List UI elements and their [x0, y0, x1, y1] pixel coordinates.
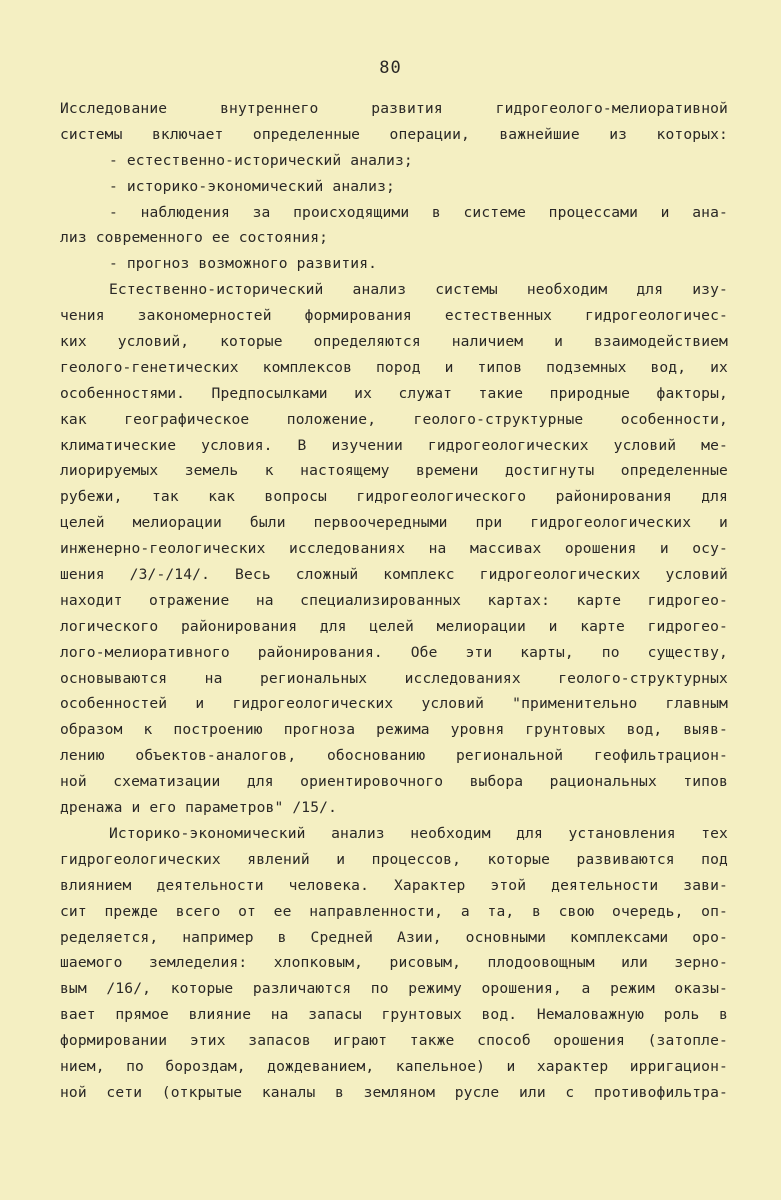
paragraph-start: Историко-экономический анализ необходим для установления тех	[109, 824, 728, 842]
text-line: логического районирования для целей мелиорации и карте гидрогео-	[60, 617, 728, 635]
text-line: вым /16/, которые различаются по режиму орошения, а режим оказы-	[60, 980, 728, 998]
page-number: 80	[379, 58, 402, 78]
paragraph-start: Естественно-исторический анализ системы необходим для изу-	[109, 281, 728, 299]
text-line: ких условий, которые определяются наличием и взаимодействием	[60, 333, 728, 351]
body-text	[60, 96, 728, 1106]
text-line: целей мелиорации были первоочередными при гидрогеологических и	[60, 514, 728, 532]
text-line: Исследование внутреннего развития гидрогеолого-мелиоративной	[60, 100, 728, 117]
text-line: образом к построению прогноза режима уровня грунтовых вод, выяв-	[60, 721, 728, 739]
text-line: чения закономерностей формирования естественных гидрогеологичес-	[60, 307, 728, 325]
text-line: шаемого земледелия: хлопковым, рисовым, плодоовощным или зерно-	[60, 954, 728, 972]
text-line: особенностей и гидрогеологических условий "применительно главным	[60, 695, 728, 713]
list-item: - прогноз возможного развития.	[109, 255, 378, 273]
text-line: лению объектов-аналогов, обоснованию региональной геофильтрацион-	[60, 747, 728, 765]
text-line: ной схематизации для ориентировочного выбора рациональных типов	[60, 773, 728, 791]
text-line: нием, по бороздам, дождеванием, капельное) и характер ирригацион-	[60, 1057, 728, 1075]
list-item: - естественно-исторический анализ;	[109, 151, 413, 169]
text-line: климатические условия. В изучении гидрогеологических условий ме-	[60, 436, 728, 454]
text-line: основываются на региональных исследованиях геолого-структурных	[60, 669, 728, 687]
text-line: как географическое положение, геолого-структурные особенности,	[60, 410, 728, 428]
text-line: влиянием деятельности человека. Характер этой деятельности зави-	[60, 876, 728, 894]
text-line: находит отражение на специализированных картах: карте гидрогео-	[60, 591, 728, 609]
text-line: особенностями. Предпосылками их служат такие природные факторы,	[60, 384, 728, 402]
list-item: - историко-экономический анализ;	[109, 177, 395, 195]
text-line: гидрогеологических явлений и процессов, которые развиваются под	[60, 850, 728, 868]
text-line: лого-мелиоративного районирования. Обе эти карты, по существу,	[60, 643, 728, 661]
text-line: геолого-генетических комплексов пород и типов подземных вод, их	[60, 358, 728, 376]
list-item: - наблюдения за происходящими в системе процессами и ана-	[109, 203, 728, 221]
text-line: ной сети (открытые каналы в земляном русле или с противофильтра-	[60, 1083, 728, 1101]
text-line: шения /3/-/14/. Весь сложный комплекс гидрогеологических условий	[60, 566, 728, 584]
text-line: системы включает определенные операции, важнейшие из которых:	[60, 125, 728, 143]
text-line: дренажа и его параметров" /15/.	[60, 799, 338, 817]
text-line: формировании этих запасов играют также способ орошения (затопле-	[60, 1032, 728, 1050]
text-line: вает прямое влияние на запасы грунтовых вод. Немаловажную роль в	[60, 1006, 728, 1024]
text-line: рубежи, так как вопросы гидрогеологического районирования для	[60, 488, 728, 506]
text-line: инженерно-геологических исследованиях на массивах орошения и осу-	[60, 540, 728, 558]
text-line: лиорируемых земель к настоящему времени достигнуты определенные	[60, 462, 728, 480]
text-line: ределяется, например в Средней Азии, основными комплексами оро-	[60, 928, 728, 946]
text-line: сит прежде всего от ее направленности, а та, в свою очередь, оп-	[60, 902, 728, 920]
text-line: лиз современного ее состояния;	[60, 229, 329, 247]
